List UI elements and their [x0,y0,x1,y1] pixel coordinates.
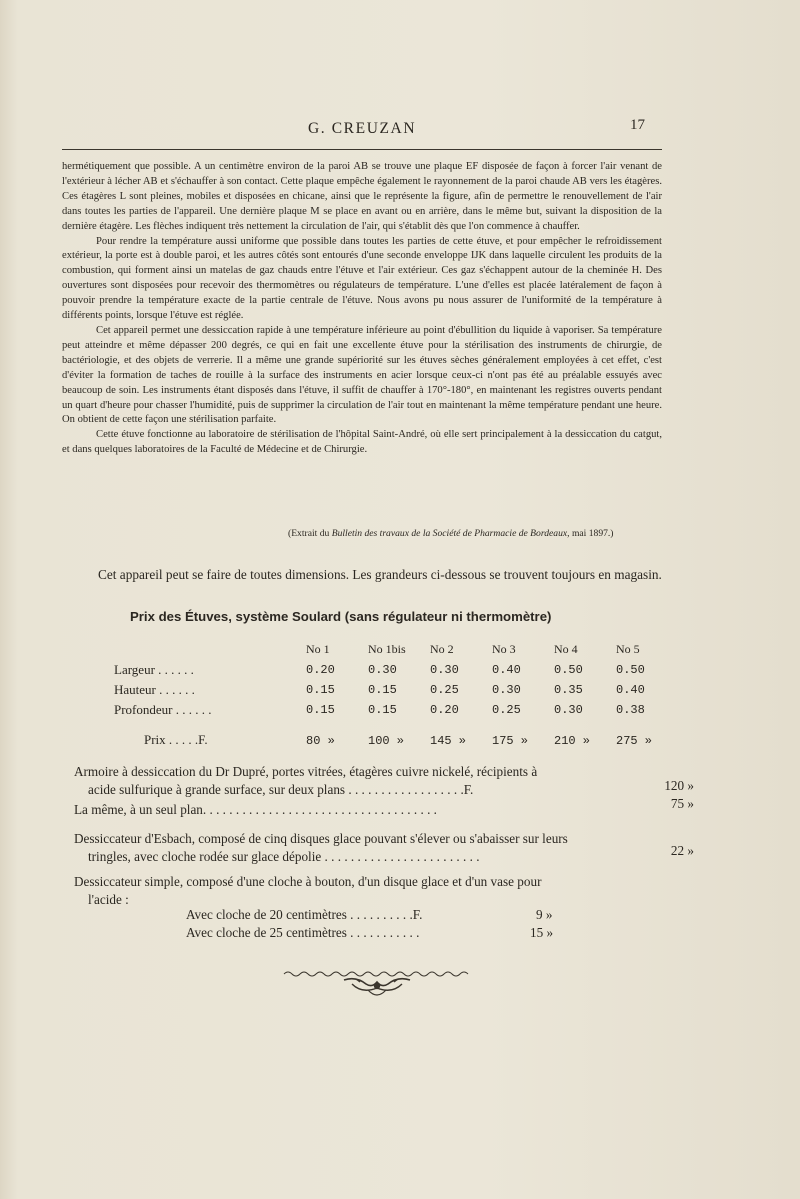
table-cell: 0.15 [368,683,397,697]
row-label: Hauteur . . . [114,680,306,700]
column-header: No 3 [492,641,516,656]
page-header [60,117,660,150]
page-number: 17 [630,117,645,133]
table-cell: 0.35 [554,683,583,697]
table-row [114,700,678,720]
citation-prefix: (Extrait du [288,528,330,539]
row-label: Prix . . . . .F. [144,732,208,747]
paragraph: Cet appareil permet une dessiccation rapide à une température inférieure au point d'ébullition du liquide à vaporiser. Sa température peut atteindre et même dépasser 200 degrés, ce qui en fait une excellente étuve pour la stérilisation des instruments de chirurgie, de bactériologie, et des objets de verrerie. Il a même une grande supériorité sur les étuves sèches généralement employées à cet effet, c'est d'éviter la formation de taches de rouille à la surface des instruments en acier lorsque ceux-ci n'ont pas été au préalable essuyés avec beaucoup de soin. Les instruments étant disposés dans l'étuve, il suffit de chauffer à 170°-180°, en maintenant les registres ouverts pendant un quart d'heure pour chasser l'humidité, puis de supprimer la circulation de l'air tout en maintenant la même température pendant une heure. On obtient de cette façon une stérilisation parfaite. [62,324,662,426]
price-cell: 175 » [492,734,529,748]
sub-item-label: Avec cloche de 20 centimètres . . . . . . . . . .F. [186,907,423,922]
item-price: 75 » [670,796,694,811]
sub-item-price: 9 » [536,907,553,922]
table-cell: 0.20 [306,663,335,677]
table-cell: 0.25 [430,683,459,697]
item-line: Armoire à dessiccation du Dr Dupré, portes vitrées, étagères cuivre nickelé, récipients à [74,764,538,779]
table-cell: 0.15 [306,683,335,697]
table-cell: 0.40 [492,663,521,677]
table-cell: 0.25 [492,703,521,717]
item-line: l'acide : [88,892,129,907]
list-item [74,763,694,799]
paragraph: hermétiquement que possible. A un centimètre environ de la paroi AB se trouve une plaque EF disposée de façon à forcer l'air venant de l'extérieur à lécher AB et s'échauffer à son contact. Cette plaque empêche également le rayonnement de la paroi chaude AB vers les étagères. Ces étagères L sont pleines, mobiles et disposées en chicane, ainsi que le représente la figure, afin de permettre le renouvellement de l'air dans toutes les parties de l'appareil. Une dernière plaque M se place en avant ou en arrière, dans le même but, suivant la disposition de la dernière étagère. Les flèches indiquent très nettement la circulation de l'air, qui s'établit dès que l'on commence à chauffer. [62,161,662,232]
list-item [74,873,694,909]
item-line: Dessiccateur simple, composé d'une cloche à bouton, d'un disque glace et d'un vase pour [74,874,542,889]
price-table [114,638,678,748]
intro-paragraph: Cet appareil peut se faire de toutes dimensions. Les grandeurs ci-dessous se trouvent toujours en magasin. [98,567,662,582]
sub-item-label: Avec cloche de 25 centimètres . . . . . . . . . . . [186,925,420,940]
table-cell: 0.50 [554,663,583,677]
price-row [114,720,678,748]
table-cell: 0.30 [368,663,397,677]
item-line: acide sulfurique à grande surface, sur deux plans . . . . . . . . . . . . . . . . . .F. [88,782,474,797]
ornament-icon [282,966,472,1006]
header-rule [62,149,662,150]
price-cell: 100 » [368,734,405,748]
running-title: G. CREUZAN [308,120,417,137]
list-item [74,796,694,819]
paragraph: Pour rendre la température aussi uniforme que possible dans toutes les parties de cette étuve, et pour empêcher le refroidissement extérieur, la porte est à double paroi, et les autres côtés sont entourés d'une seconde enveloppe IJK dans laquelle circulent les produits de la combustion, qui forment ainsi un matelas de gaz chauds entre l'étuve et l'air extérieur. Ces gaz s'échappent autour de la cheminée H. Des ouvertures sont disposées pour recevoir des thermomètres ou régulateurs de température. L'une d'elles est placée latéralement de façon à pouvoir prendre la température exacte de la partie centrale de l'étuve. Nous avons pu nous assurer de l'uniformité de la température à différents points, lorsque l'étuve est réglée. [62,235,662,322]
price-table-title: Prix des Étuves, système Soulard (sans régulateur ni thermomètre) [130,609,552,624]
source-citation [288,528,614,539]
table-cell: 0.40 [616,683,645,697]
row-label: Profondeur . . . [114,700,306,720]
column-header: No 1bis [368,641,406,656]
table-row [114,660,678,680]
item-line: tringles, avec cloche rodée sur glace dépolie . . . . . . . . . . . . . . . . . . . . . . . . [88,849,480,864]
price-cell: 145 » [430,734,467,748]
table-cell: 0.15 [368,703,397,717]
body-text [62,160,662,458]
price-cell: 80 » [306,734,335,748]
table-cell: 0.30 [554,703,583,717]
table-row [114,680,678,700]
column-header: No 5 [616,641,640,656]
table-cell: 0.15 [306,703,335,717]
column-header: No 2 [430,641,454,656]
sub-item [186,906,606,924]
sub-item-price: 15 » [530,925,554,940]
table-cell: 0.20 [430,703,459,717]
paragraph: Cette étuve fonctionne au laboratoire de stérilisation de l'hôpital Saint-André, où elle sert principalement à la dessiccation du catgut, et dans quelques laboratoires de la Faculté de Médecine et de Chirurgie. [62,429,662,456]
table-cell: 0.38 [616,703,645,717]
citation-date: mai 1897.) [571,528,614,539]
column-header: No 1 [306,641,330,656]
list-item [74,830,694,866]
column-header: No 4 [554,641,578,656]
item-line: Dessiccateur d'Esbach, composé de cinq disques glace pouvant s'élever ou s'abaisser sur leurs [74,831,568,846]
item-price: 22 » [670,843,694,858]
price-cell: 275 » [616,734,653,748]
table-cell: 0.30 [492,683,521,697]
table-cell: 0.30 [430,663,459,677]
table-header-row [114,638,678,660]
row-label: Largeur . . . [114,660,306,680]
item-line: La même, à un seul plan. . . . . . . . . . . . . . . . . . . . . . . . . . . . . . . . . . . . [74,802,437,817]
item-price: 120 » [664,778,694,793]
sub-item [186,924,606,942]
price-cell: 210 » [554,734,591,748]
table-cell: 0.50 [616,663,645,677]
citation-source: Bulletin des travaux de la Société de Pharmacie de Bordeaux, [331,528,570,539]
